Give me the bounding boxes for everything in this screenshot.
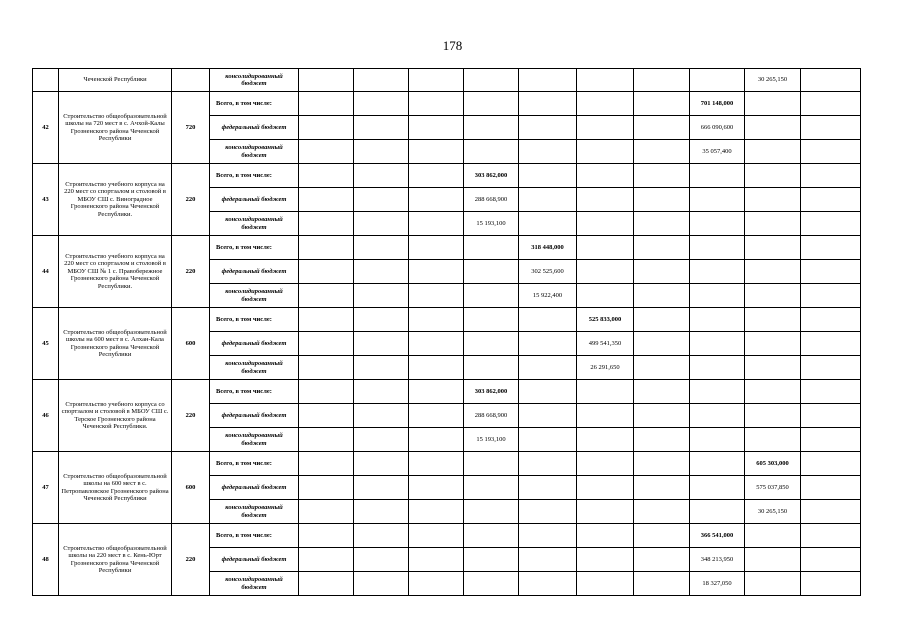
value-cell: [354, 260, 409, 284]
value-cell: [577, 284, 634, 308]
value-cell: [634, 92, 690, 116]
value-cell: [634, 380, 690, 404]
value-cell: [354, 92, 409, 116]
value-cell: [634, 164, 690, 188]
capacity-cell: 220: [172, 524, 210, 596]
value-cell: [801, 236, 861, 260]
value-cell: [299, 69, 354, 92]
consolidated-budget-label: консолидированный бюджет: [210, 212, 299, 236]
value-cell: [745, 164, 801, 188]
value-cell: [354, 236, 409, 260]
value-cell: [464, 69, 519, 92]
value-cell: [354, 452, 409, 476]
value-cell: [801, 284, 861, 308]
object-name-cell: Строительство учебного корпуса на 220 мест со спортзалом и столовой в МБОУ СШ с. Виноградное Грозненского района Чеченской Республики.: [59, 164, 172, 236]
consolidated-budget-label: консолидированный бюджет: [210, 428, 299, 452]
consolidated-budget-label: консолидированный бюджет: [210, 284, 299, 308]
value-cell: [745, 524, 801, 548]
value-cell: [577, 140, 634, 164]
value-cell: [519, 548, 577, 572]
value-cell: [409, 284, 464, 308]
capacity-cell: 720: [172, 92, 210, 164]
value-cell: [801, 116, 861, 140]
value-cell: [464, 572, 519, 596]
value-cell: [634, 308, 690, 332]
value-cell: [519, 332, 577, 356]
value-cell: [690, 236, 745, 260]
value-cell: [299, 188, 354, 212]
value-cell: [519, 212, 577, 236]
value-cell: [801, 212, 861, 236]
value-cell: 15 193,100: [464, 428, 519, 452]
value-cell: 35 057,400: [690, 140, 745, 164]
total-label: Всего, в том числе:: [210, 308, 299, 332]
value-cell: [801, 404, 861, 428]
federal-budget-label: федеральный бюджет: [210, 548, 299, 572]
value-cell: 288 668,900: [464, 188, 519, 212]
value-cell: [519, 500, 577, 524]
value-cell: [519, 404, 577, 428]
value-cell: [409, 452, 464, 476]
value-cell: [464, 332, 519, 356]
value-cell: [299, 404, 354, 428]
value-cell: [519, 140, 577, 164]
value-cell: [464, 140, 519, 164]
value-cell: [690, 260, 745, 284]
value-cell: 366 541,000: [690, 524, 745, 548]
value-cell: [299, 500, 354, 524]
value-cell: [409, 260, 464, 284]
value-cell: [577, 524, 634, 548]
value-cell: [690, 404, 745, 428]
value-cell: [409, 380, 464, 404]
value-cell: [409, 140, 464, 164]
value-cell: [634, 524, 690, 548]
value-cell: [409, 69, 464, 92]
value-cell: [634, 452, 690, 476]
value-cell: [409, 164, 464, 188]
value-cell: [634, 69, 690, 92]
value-cell: 605 303,000: [745, 452, 801, 476]
value-cell: [577, 380, 634, 404]
value-cell: [464, 236, 519, 260]
value-cell: [299, 164, 354, 188]
value-cell: [354, 548, 409, 572]
value-cell: [801, 332, 861, 356]
value-cell: [634, 260, 690, 284]
total-label: Всего, в том числе:: [210, 164, 299, 188]
value-cell: [690, 188, 745, 212]
value-cell: [354, 500, 409, 524]
value-cell: [519, 524, 577, 548]
value-cell: [690, 69, 745, 92]
value-cell: [745, 572, 801, 596]
value-cell: [801, 164, 861, 188]
value-cell: [519, 116, 577, 140]
value-cell: [409, 332, 464, 356]
value-cell: [690, 380, 745, 404]
row-number-cell: 44: [33, 236, 59, 308]
table-row: [33, 308, 861, 332]
capacity-cell: 220: [172, 236, 210, 308]
row-number-cell: 45: [33, 308, 59, 380]
row-number-cell: [33, 69, 59, 92]
value-cell: [745, 116, 801, 140]
value-cell: [634, 476, 690, 500]
value-cell: [801, 524, 861, 548]
value-cell: [409, 572, 464, 596]
object-name-cell: Строительство общеобразовательной школы на 600 мест в с. Алхан-Кала Грозненского района Чеченской Республики: [59, 308, 172, 380]
value-cell: [577, 404, 634, 428]
value-cell: [745, 380, 801, 404]
value-cell: [354, 572, 409, 596]
value-cell: [299, 452, 354, 476]
value-cell: [354, 308, 409, 332]
value-cell: 318 448,000: [519, 236, 577, 260]
value-cell: [801, 572, 861, 596]
value-cell: [464, 284, 519, 308]
value-cell: [464, 116, 519, 140]
value-cell: [409, 92, 464, 116]
value-cell: [745, 356, 801, 380]
value-cell: 15 922,400: [519, 284, 577, 308]
total-label: Всего, в том числе:: [210, 92, 299, 116]
value-cell: [409, 404, 464, 428]
value-cell: [801, 69, 861, 92]
value-cell: [577, 164, 634, 188]
value-cell: [690, 452, 745, 476]
capacity-cell: 220: [172, 164, 210, 236]
table-row-continuation: [33, 69, 861, 92]
row-number-cell: 46: [33, 380, 59, 452]
value-cell: [577, 116, 634, 140]
value-cell: [801, 140, 861, 164]
value-cell: [519, 69, 577, 92]
value-cell: [745, 284, 801, 308]
value-cell: [299, 524, 354, 548]
value-cell: [464, 308, 519, 332]
value-cell: 303 862,000: [464, 380, 519, 404]
object-name-cell: Строительство общеобразовательной школы на 220 мест в с. Кень-Юрт Грозненского района Чеченской Республики: [59, 524, 172, 596]
value-cell: [634, 236, 690, 260]
value-cell: [519, 572, 577, 596]
total-label: Всего, в том числе:: [210, 452, 299, 476]
value-cell: [519, 380, 577, 404]
value-cell: 666 090,600: [690, 116, 745, 140]
row-number-cell: 48: [33, 524, 59, 596]
value-cell: [801, 476, 861, 500]
value-cell: 26 291,650: [577, 356, 634, 380]
value-cell: [519, 428, 577, 452]
consolidated-budget-label: консолидированный бюджет: [210, 69, 299, 92]
value-cell: [634, 212, 690, 236]
row-number-cell: 42: [33, 92, 59, 164]
value-cell: [801, 380, 861, 404]
value-cell: [801, 308, 861, 332]
value-cell: [464, 476, 519, 500]
value-cell: [577, 236, 634, 260]
total-label: Всего, в том числе:: [210, 380, 299, 404]
federal-budget-label: федеральный бюджет: [210, 116, 299, 140]
value-cell: [690, 332, 745, 356]
value-cell: [464, 500, 519, 524]
value-cell: 303 862,000: [464, 164, 519, 188]
value-cell: [801, 452, 861, 476]
value-cell: [354, 69, 409, 92]
consolidated-budget-label: консолидированный бюджет: [210, 572, 299, 596]
object-name-cell: Строительство общеобразовательной школы на 720 мест в с. Ачхой-Калы Грозненского района Чеченской Республики: [59, 92, 172, 164]
value-cell: [409, 116, 464, 140]
table-row: [33, 236, 861, 260]
value-cell: [299, 212, 354, 236]
row-number-cell: 47: [33, 452, 59, 524]
value-cell: [354, 140, 409, 164]
value-cell: [745, 332, 801, 356]
federal-budget-label: федеральный бюджет: [210, 188, 299, 212]
row-number-cell: 43: [33, 164, 59, 236]
value-cell: [519, 452, 577, 476]
value-cell: [354, 476, 409, 500]
value-cell: [690, 500, 745, 524]
value-cell: [464, 92, 519, 116]
value-cell: [409, 236, 464, 260]
value-cell: [409, 500, 464, 524]
value-cell: [464, 548, 519, 572]
value-cell: [577, 572, 634, 596]
value-cell: [745, 404, 801, 428]
value-cell: [299, 92, 354, 116]
value-cell: [519, 476, 577, 500]
value-cell: [409, 356, 464, 380]
value-cell: [801, 548, 861, 572]
value-cell: [354, 380, 409, 404]
value-cell: [745, 548, 801, 572]
value-cell: [464, 356, 519, 380]
value-cell: 30 265,150: [745, 69, 801, 92]
value-cell: [464, 260, 519, 284]
table-row: [33, 380, 861, 404]
value-cell: [634, 428, 690, 452]
value-cell: [354, 212, 409, 236]
value-cell: [577, 548, 634, 572]
value-cell: [690, 212, 745, 236]
value-cell: 575 037,850: [745, 476, 801, 500]
value-cell: [409, 476, 464, 500]
table-row: [33, 524, 861, 548]
value-cell: 525 833,000: [577, 308, 634, 332]
value-cell: [577, 476, 634, 500]
value-cell: [519, 188, 577, 212]
value-cell: [634, 356, 690, 380]
value-cell: [299, 428, 354, 452]
value-cell: [409, 524, 464, 548]
value-cell: [745, 212, 801, 236]
value-cell: [354, 404, 409, 428]
value-cell: [354, 356, 409, 380]
value-cell: [745, 260, 801, 284]
value-cell: [634, 116, 690, 140]
value-cell: [634, 332, 690, 356]
value-cell: [299, 476, 354, 500]
capacity-cell: 220: [172, 380, 210, 452]
value-cell: [577, 212, 634, 236]
value-cell: [690, 308, 745, 332]
value-cell: [745, 92, 801, 116]
value-cell: 701 148,000: [690, 92, 745, 116]
object-name-cell: Строительство общеобразовательной школы на 600 мест в с. Петропавловское Грозненского района Чеченской Республики: [59, 452, 172, 524]
capacity-cell: 600: [172, 308, 210, 380]
value-cell: [634, 188, 690, 212]
value-cell: [801, 92, 861, 116]
value-cell: [299, 140, 354, 164]
value-cell: [299, 284, 354, 308]
value-cell: 15 193,100: [464, 212, 519, 236]
value-cell: [577, 92, 634, 116]
value-cell: [409, 188, 464, 212]
value-cell: [690, 428, 745, 452]
value-cell: [577, 260, 634, 284]
value-cell: [577, 428, 634, 452]
value-cell: [464, 524, 519, 548]
value-cell: [577, 452, 634, 476]
federal-budget-label: федеральный бюджет: [210, 476, 299, 500]
value-cell: [409, 212, 464, 236]
value-cell: [299, 116, 354, 140]
object-name-cell: Строительство учебного корпуса на 220 мест со спортзалом и столовой в МБОУ СШ № 1 с. Правобережное Грозненского района Чеченской Республики.: [59, 236, 172, 308]
value-cell: [354, 164, 409, 188]
value-cell: [801, 356, 861, 380]
value-cell: 499 541,350: [577, 332, 634, 356]
value-cell: [299, 332, 354, 356]
value-cell: [577, 500, 634, 524]
value-cell: [354, 284, 409, 308]
federal-budget-label: федеральный бюджет: [210, 332, 299, 356]
value-cell: [519, 308, 577, 332]
value-cell: [299, 236, 354, 260]
value-cell: [299, 260, 354, 284]
value-cell: 18 327,050: [690, 572, 745, 596]
value-cell: [745, 308, 801, 332]
value-cell: [409, 548, 464, 572]
value-cell: [690, 284, 745, 308]
value-cell: [801, 500, 861, 524]
value-cell: [801, 188, 861, 212]
value-cell: [354, 332, 409, 356]
table-row: [33, 92, 861, 116]
object-name-cell: Строительство учебного корпуса со спортзалом и столовой в МБОУ СШ с. Терское Грозненского района Чеченской Республики.: [59, 380, 172, 452]
value-cell: [464, 452, 519, 476]
table-row: [33, 452, 861, 476]
value-cell: [299, 572, 354, 596]
budget-table: [32, 68, 861, 596]
table-row: [33, 164, 861, 188]
federal-budget-label: федеральный бюджет: [210, 404, 299, 428]
value-cell: [690, 476, 745, 500]
value-cell: 30 265,150: [745, 500, 801, 524]
value-cell: [801, 428, 861, 452]
value-cell: 348 213,950: [690, 548, 745, 572]
value-cell: [519, 92, 577, 116]
value-cell: 288 668,900: [464, 404, 519, 428]
value-cell: [690, 164, 745, 188]
capacity-cell: 600: [172, 452, 210, 524]
value-cell: [634, 500, 690, 524]
object-name-cell: Чеченской Республики: [59, 69, 172, 92]
consolidated-budget-label: консолидированный бюджет: [210, 356, 299, 380]
value-cell: [577, 188, 634, 212]
value-cell: [745, 236, 801, 260]
consolidated-budget-label: консолидированный бюджет: [210, 500, 299, 524]
consolidated-budget-label: консолидированный бюджет: [210, 140, 299, 164]
total-label: Всего, в том числе:: [210, 524, 299, 548]
value-cell: [634, 284, 690, 308]
total-label: Всего, в том числе:: [210, 236, 299, 260]
value-cell: [519, 356, 577, 380]
value-cell: [745, 428, 801, 452]
value-cell: [354, 428, 409, 452]
value-cell: [354, 524, 409, 548]
value-cell: [519, 164, 577, 188]
value-cell: [634, 572, 690, 596]
value-cell: [690, 356, 745, 380]
value-cell: [354, 116, 409, 140]
page-number: 178: [442, 38, 463, 53]
value-cell: [745, 188, 801, 212]
value-cell: [299, 308, 354, 332]
value-cell: [577, 69, 634, 92]
capacity-cell: [172, 69, 210, 92]
value-cell: [299, 548, 354, 572]
value-cell: [409, 428, 464, 452]
federal-budget-label: федеральный бюджет: [210, 260, 299, 284]
value-cell: [634, 548, 690, 572]
value-cell: [299, 356, 354, 380]
value-cell: [801, 260, 861, 284]
value-cell: [745, 140, 801, 164]
value-cell: 302 525,600: [519, 260, 577, 284]
value-cell: [409, 308, 464, 332]
value-cell: [634, 140, 690, 164]
value-cell: [354, 188, 409, 212]
value-cell: [299, 380, 354, 404]
value-cell: [634, 404, 690, 428]
